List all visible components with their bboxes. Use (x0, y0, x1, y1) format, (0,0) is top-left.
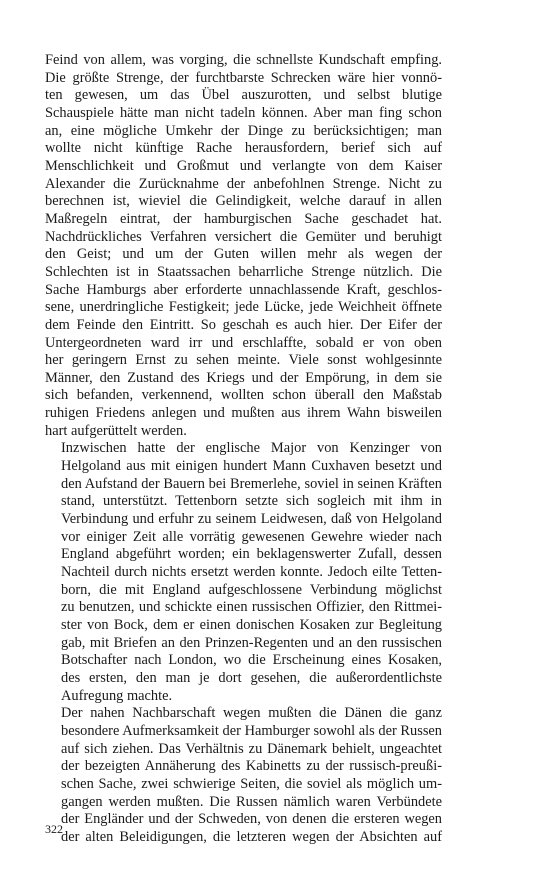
text-line: wollte nicht künftige Rache herausfordern, berief sich auf (45, 140, 442, 157)
text-line: Botschafter nach London, wo die Erscheinung eines Kosaken, (61, 652, 442, 669)
text-line: den Geist; und um der Guten willen mehr als wegen der (45, 246, 442, 263)
text-line: gangen werden mußten. Die Russen nämlich waren Verbündete (61, 793, 442, 810)
text-line: Helgoland aus mit einigen hundert Mann Cuxhaven besetzt und (61, 458, 442, 475)
text-line: Nachdrückliches Verfahren versichert die Gemüter und beruhigt (45, 228, 442, 245)
text-line: hart aufgerüttelt werden. (45, 422, 187, 439)
text-line: der bezeigten Annäherung des Kabinetts zu der russisch-preußi- (61, 758, 442, 775)
text-line: ten gewesen, um das Übel auszurotten, und selbst blutige (45, 87, 442, 104)
text-line: an, eine mögliche Umkehr der Dinge zu berücksichtigen; man (45, 122, 442, 139)
text-line: Die größte Strenge, der furchtbarste Schrecken wäre hier vonnö- (45, 69, 442, 86)
text-line: Maßregeln eintrat, der hamburgischen Sache geschadet hat. (45, 210, 442, 227)
text-line: Männer, den Zustand des Kriegs und der Empörung, in dem sie (45, 369, 442, 386)
page-body (45, 52, 442, 847)
text-line: born, die mit England aufgeschlossene Verbindung möglichst (61, 581, 442, 598)
text-line: der alten Beleidigungen, die letzteren wegen der Absichten auf (61, 828, 442, 845)
text-line: Verbindung und erfuhr zu seinem Leidwesen, daß von Helgoland (61, 511, 442, 528)
text-line: zu benutzen, und schickte einen russischen Offizier, den Rittmei- (61, 599, 442, 616)
text-line: berechnen ist, wieviel die Gelindigkeit, welche darauf in allen (45, 193, 442, 210)
text-line: Aufregung machte. (61, 687, 173, 704)
text-line: Schauspiele hätte man nicht tadeln können. Aber man fing schon (45, 104, 442, 121)
text-line: ster von Bock, dem er einen donischen Kosaken zur Begleitung (61, 617, 442, 633)
text-line: sene, unerdringliche Festigkeit; jede Lücke, jede Weichheit öffnete (45, 299, 442, 316)
paragraph-2 (45, 440, 442, 705)
text-line: ruhigen Friedens anlegen und mußten aus ihrem Wahn bisweilen (45, 405, 442, 422)
paragraph-1 (45, 52, 442, 440)
text-line: schen Sache, zwei schwierige Seiten, die soviel als möglich um- (61, 775, 442, 792)
text-line: Der nahen Nachbarschaft wegen mußten die Dänen die ganz (61, 705, 442, 722)
text-line: Untergeordneten ward irr und erschlaffte, sobald er von oben (45, 334, 442, 351)
text-line: sich befanden, verkennend, wollten schon überall den Maßstab (45, 387, 442, 404)
text-line: stand, unterstützt. Tettenborn setzte sich sogleich mit ihm in (61, 493, 442, 510)
text-line: Nachteil durch nichts ersetzt werden konnte. Jedoch eilte Tetten- (61, 564, 442, 581)
text-line: dem Feinde den Eintritt. So geschah es auch hier. Der Eifer der (45, 316, 442, 333)
text-line: her geringern Ernst zu sehen meinte. Viele sonst wohlgesinnte (45, 352, 442, 369)
text-line: England abgeführt worden; ein beklagenswerter Zufall, dessen (61, 546, 442, 563)
page-number: 322 (45, 822, 63, 836)
text-line: Inzwischen hatte der englische Major von Kenzinger von (61, 440, 442, 457)
text-line: des ersten, den man je dort gesehen, die außerordentlichste (61, 669, 442, 686)
text-line: auf sich ziehen. Das Verhältnis zu Dänemark behielt, ungeachtet (61, 740, 442, 757)
text-line: Alexander die Zurücknahme der anbefohlnen Strenge. Nicht zu (45, 175, 442, 192)
text-line: Menschlichkeit und Großmut und verlangte von dem Kaiser (45, 157, 442, 174)
text-line: gab, mit Briefen an den Prinzen-Regenten und an den russischen (61, 634, 442, 651)
text-line: besondere Aufmerksamkeit der Hamburger sowohl als der Russen (61, 722, 442, 739)
text-line: der Engländer und der Schweden, von denen die ersteren wegen (61, 811, 442, 828)
paragraph-3 (45, 705, 442, 846)
text-line: Schlechten ist in Staatssachen beharrliche Strenge nützlich. Die (45, 263, 442, 280)
text-line: vor einiger Zeit alle vorrätig gewesenen Gewehre wieder nach (61, 528, 442, 545)
text-line: den Aufstand der Bauern bei Bremerlehe, soviel in seinen Kräften (61, 475, 442, 492)
text-line: Feind von allem, was vorging, die schnellste Kundschaft empfing. (45, 52, 442, 68)
text-line: Sache Hamburgs aber erforderte unnachlassende Kraft, geschlos- (45, 281, 442, 298)
